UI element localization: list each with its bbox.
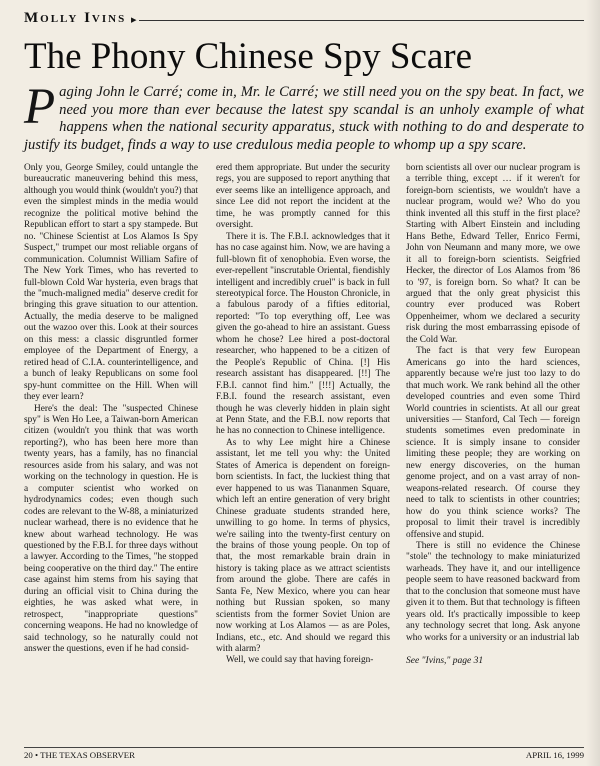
deck-text: aging John le Carré; come in, Mr. le Carré; we still need you on the spy beat. In fact, we need you more than ever because the latest spy scandal is an unholy example of what happens when the national security apparatus, stuck with nothing to do and desperate to justify its budget, finds a way to use credulous media people to whomp up a spy scare. bbox=[24, 84, 584, 153]
article-deck bbox=[24, 79, 584, 154]
body-column-2 bbox=[216, 163, 390, 667]
body-column-1 bbox=[24, 163, 198, 655]
folio: 20 • THE TEXAS OBSERVER bbox=[24, 750, 136, 760]
column-header bbox=[24, 8, 584, 30]
article-title: The Phony Chinese Spy Scare bbox=[24, 36, 473, 77]
paragraph: The fact is that very few European Americans go into the hard sciences, apparently because we're just too lazy to do that much work. We rank behind all the other developed countries and even some Third World countries in scientists. At all our great universities — Stanford, Cal Tech — foreign students sometimes even predominate in science. It is simply insane to consider limiting these people; they are working on new energy discoveries, on the human genome project, and on a vast array of non-weapons-related research. Of course they need to talk to scientists in other countries; how do you think science works? The proposal to limit their travel is incredibly offensive and stupid. bbox=[406, 346, 580, 540]
paragraph: ered them appropriate. But under the security regs, you are supposed to report anything that ever seems like an intelligence approach, and since Lee did not report the incident at the time, he was promptly canned for this oversight. bbox=[216, 163, 390, 231]
body-column-3 bbox=[406, 163, 580, 667]
paragraph: Well, we could say that having foreign- bbox=[226, 655, 374, 666]
article-body bbox=[24, 163, 584, 723]
paragraph: Here's the deal: The "suspected Chinese spy" is Wen Ho Lee, a Taiwan-born American citizen (wouldn't you think that was worth reporting?), who has been here more than twenty years, has a family, has no financial resources aside from his salary, and was not working on the technology in question. He is a computer scientist who worked on hydrodynamics codes; even though such codes are relevant to the W-88, a miniaturized nuclear warhead, there is no evidence that he knew about warhead technology. He was questioned by the F.B.I. for three days without a lawyer. According to the Times, "he stopped being cooperative on the third day." The entire case against him stems from his saying that during an official visit to China during the eighties, he was asked what were, in retrospect, "inappropriate questions" concerning weapons. He had no knowledge of said technology, so he naturally could not answer the questions, even if he had consid- bbox=[24, 403, 198, 655]
arrow-icon: ▸ bbox=[131, 14, 137, 26]
drop-cap: P bbox=[24, 79, 56, 135]
scan-shadow bbox=[586, 0, 600, 766]
paragraph: There is still no evidence the Chinese "stole" the technology to make miniaturized warheads. They have it, and our intelligence people seem to have reasoned backward from that to the conclusion that someone must have given it to them. But that technology is fifteen years old. It's practically impossible to keep any technology secret that long. Ask anyone who works for a university or an industrial lab bbox=[406, 540, 580, 643]
paragraph: As to why Lee might hire a Chinese assistant, let me tell you why: the United States of America is dependent on foreign-born scientists. In fact, the luckiest thing that ever happened to us was Tiananmen Square, which left an entire generation of very bright Chinese graduate students stranded here, unwilling to go home. In terms of physics, we're sailing into the twenty-first century on the brains of those young people. On top of that, the most remarkable brain drain in history is taking place as we attract scientists from around the globe. There are cafés in Santa Fe, New Mexico, where you can hear nothing but Russian spoken, so many scientists from the former Soviet Union are now working at Los Alamos — as are Poles, Indians, etc., etc. And should we regard this with alarm? bbox=[216, 437, 390, 655]
jump-line: See "Ivins," page 31 bbox=[406, 656, 484, 667]
paragraph: There it is. The F.B.I. acknowledges that it has no case against him. Now, we are having a full-blown fit of xenophobia. Even worse, the ever-repellent "inscrutable Oriental, fiendishly intelligent and incredibly cruel" is back in full stereotypical force. The Houston Chronicle, in a fabulous parody of a fifties editorial, reported: "To top everything off, Lee was given the go-ahead to hire an assistant. Guess whom he chose? Lee hired a post-doctoral researcher, who happened to be a citizen of the People's Republic of China. [!] His research assistant has disappeared. [!!] The F.B.I. cannot find him." [!!!] Actually, the F.B.I. found the research assistant, even though he was cleverly hidden in plain sight at Penn State, and the F.B.I. now reports that he has no connection to Chinese intelligence. bbox=[216, 231, 391, 437]
header-rule bbox=[139, 20, 584, 21]
page-footer bbox=[24, 747, 584, 762]
author-name: Molly Ivins bbox=[24, 10, 127, 26]
issue-date: APRIL 16, 1999 bbox=[525, 750, 584, 760]
paragraph: born scientists all over our nuclear program is a terrible thing, except … if it weren't for foreign-born scientists, we wouldn't have a nuclear program, would we? Who do you think invented all this stuff in the first place? Starting with Albert Einstein and including Hans Bethe, Edward Teller, Enrico Fermi, John von Neumann and many more, we owe it all to foreign-born scientists. Seigfried Hecker, the director of Los Alamos from '86 to '97, is foreign born. So what? It can be argued that the only great physicist this country ever produced was Robert Oppenheimer, whom we declared a security risk during the most embarrassing episode of the Cold War. bbox=[406, 163, 580, 345]
paragraph: Only you, George Smiley, could untangle the bureaucratic maneuvering behind this mess, although you would think (wouldn't you?) that even the simplest minds in the media would recognize the political motive behind the Republican effort to start a spy stampede. But no. "Chinese Scientist at Los Alamos Is Spy Suspect," trumpet our most reliable organs of communication. Columnist William Safire of The New York Times, who has reverted to full-blown Cold War hysteria, even brags that the "much-maligned media" deserve credit for bringing this grave situation to our attention. Actually, the media deserve to be maligned out the wazoo over this. Look at their sources on this mess: a classic disgruntled former employee of the Department of Energy, a retired head of C.I.A. counterintelligence, and a bunch of leaky Republicans on some fool spy-hunt committee on the Hill. When will they ever learn? bbox=[24, 163, 199, 403]
